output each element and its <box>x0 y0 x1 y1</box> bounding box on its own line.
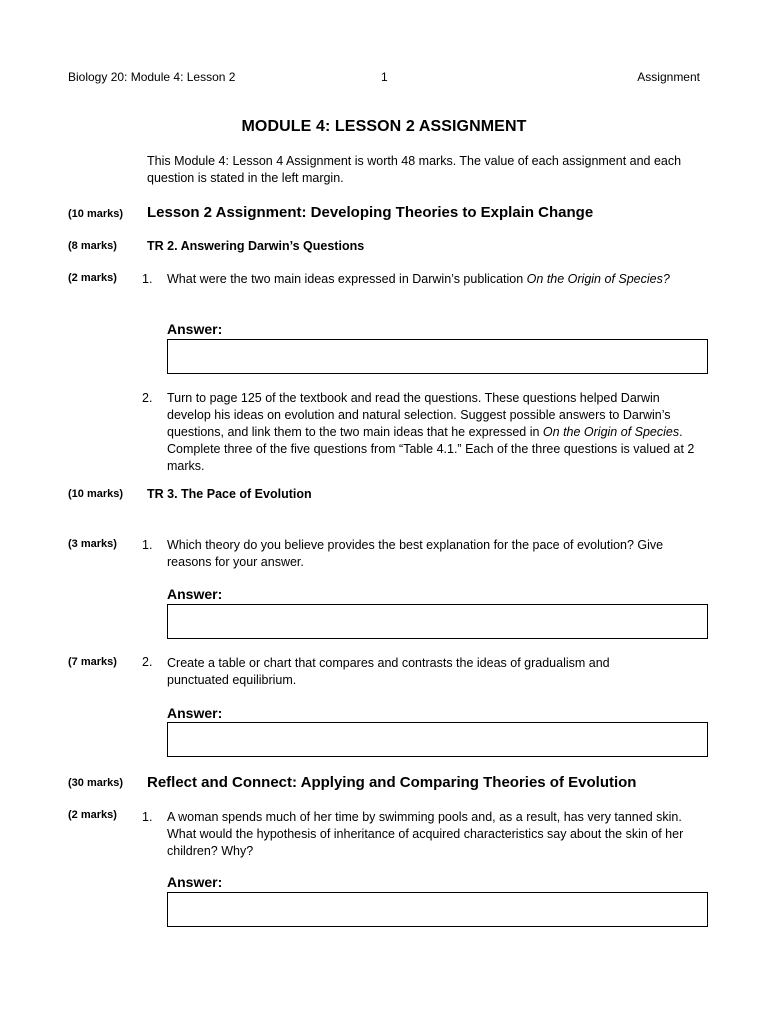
tr2-q2-text-part2: . Complete three of the five questions from “Table 4.1.” Each of the three questions is valued at 2 marks. <box>167 425 695 473</box>
tr2-q2-text <box>167 390 702 475</box>
tr2-q1-text <box>167 271 672 288</box>
reflect-q1-answer-box[interactable] <box>167 892 708 927</box>
reflect-q1-number: 1. <box>142 810 153 824</box>
intro-paragraph: This Module 4: Lesson 4 Assignment is worth 48 marks. The value of each assignment and each question is stated in the left margin. <box>147 154 682 185</box>
reflect-q1-answer-label: Answer: <box>167 874 223 890</box>
tr3-q1-marks: (3 marks) <box>68 538 117 550</box>
tr3-q2-number: 2. <box>142 655 153 669</box>
tr2-q1-marks: (2 marks) <box>68 272 117 284</box>
tr3-q2-answer-label: Answer: <box>167 705 223 721</box>
lesson-assignment-marks: (10 marks) <box>68 208 124 220</box>
reflect-q1-text: A woman spends much of her time by swimming pools and, as a result, has very tanned skin. What would the hypothesis of inheritance of acquired characteristics say about the skin of her children? Why? <box>167 810 684 858</box>
reflect-q1-marks: (2 marks) <box>68 809 117 821</box>
header-course: Biology 20: Module 4: Lesson 2 <box>68 70 236 84</box>
tr2-q2-text-part1: Turn to page 125 of the textbook and read the questions. These questions helped Darwin develop his ideas on evolution and natural selection. Suggest possible answers to Darwin’s questions, and link them to the two main ideas that he expressed in <box>167 391 671 439</box>
header-page-number: 1 <box>381 70 388 84</box>
tr3-q1-text: Which theory do you believe provides the best explanation for the pace of evolution? Give reasons for your answer. <box>167 538 664 569</box>
tr2-q2-text-italic: On the Origin of Species <box>542 425 680 439</box>
header-doc-type: Assignment <box>637 70 700 84</box>
tr2-q1-answer-box[interactable] <box>167 339 708 374</box>
tr3-q1-number: 1. <box>142 538 153 552</box>
tr3-q1-answer-label: Answer: <box>167 586 223 602</box>
tr2-q1-answer-label: Answer: <box>167 321 223 337</box>
page-title: MODULE 4: LESSON 2 ASSIGNMENT <box>241 118 527 135</box>
lesson-assignment-title: Lesson 2 Assignment: Developing Theories to Explain Change <box>147 204 594 221</box>
tr3-q1-answer-box[interactable] <box>167 604 708 639</box>
tr2-q2-number: 2. <box>142 391 153 405</box>
tr2-title: TR 2. Answering Darwin’s Questions <box>147 239 365 253</box>
tr3-marks: (10 marks) <box>68 488 124 500</box>
reflect-title: Reflect and Connect: Applying and Comparing Theories of Evolution <box>147 774 637 791</box>
tr3-q2-answer-box[interactable] <box>167 722 708 757</box>
tr3-q2-text: Create a table or chart that compares and contrasts the ideas of gradualism and punctuated equilibrium. <box>167 656 610 687</box>
reflect-marks: (30 marks) <box>68 777 124 789</box>
tr2-marks: (8 marks) <box>68 240 117 252</box>
tr3-title: TR 3. The Pace of Evolution <box>147 487 312 501</box>
tr3-q2-marks: (7 marks) <box>68 656 117 668</box>
tr2-q1-number: 1. <box>142 272 153 286</box>
tr2-q1-text-italic: On the Origin of Species? <box>526 272 670 286</box>
tr2-q1-text-plain: What were the two main ideas expressed in Darwin’s publication <box>167 272 527 286</box>
